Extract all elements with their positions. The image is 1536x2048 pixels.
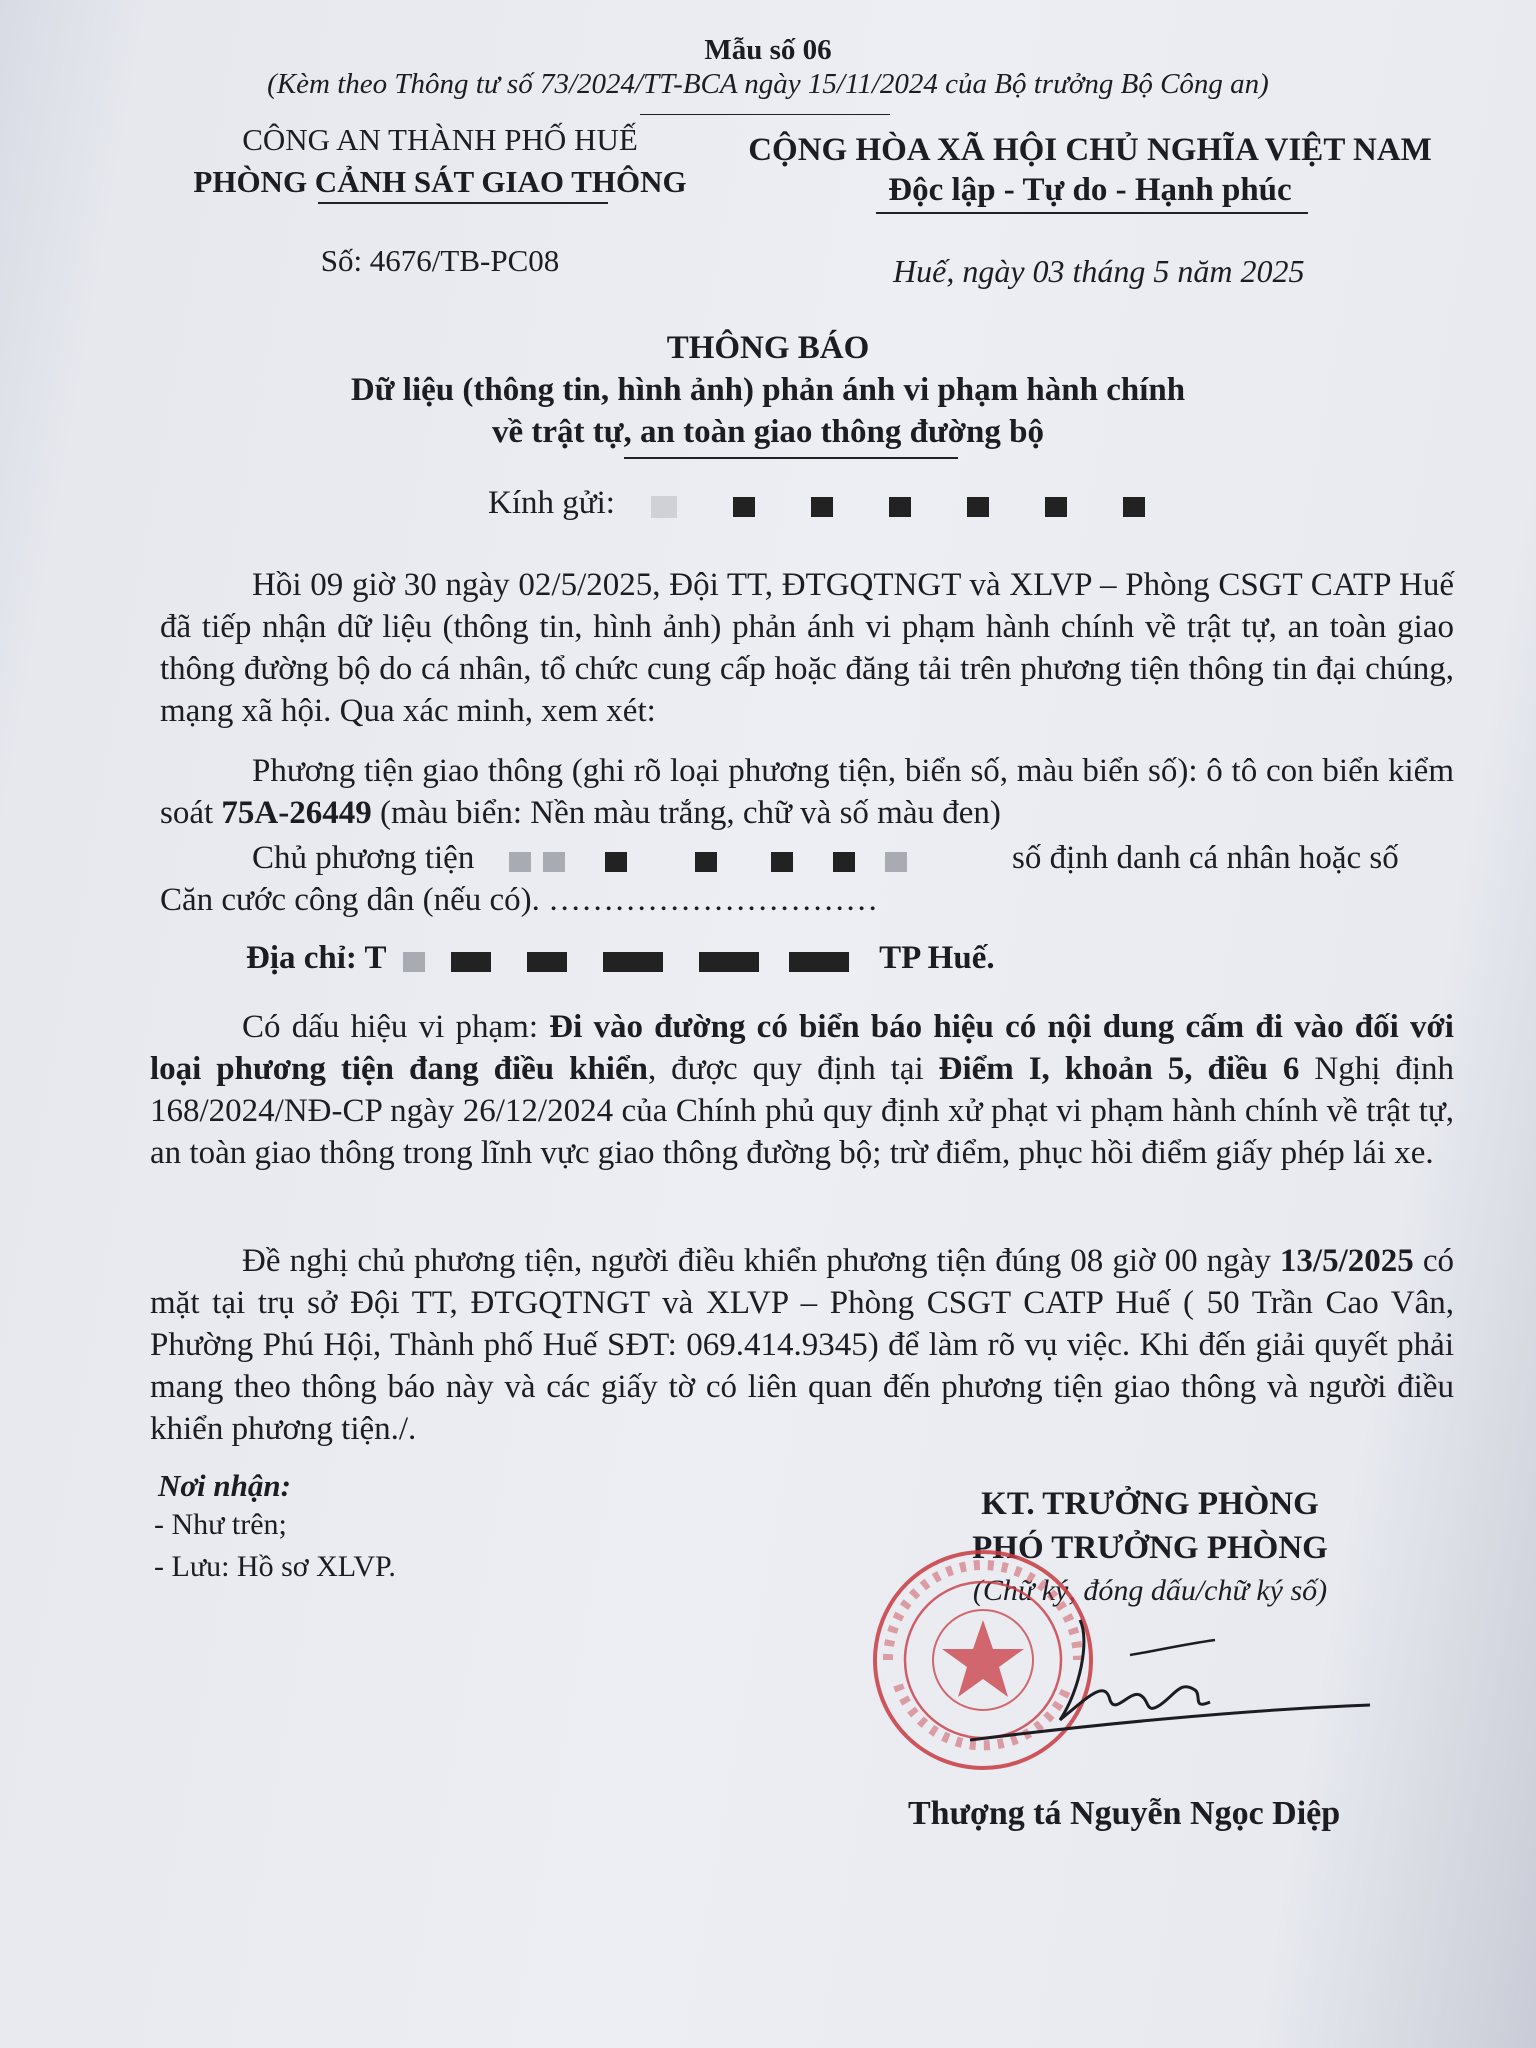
request-tail: có mặt tại trụ sở Đội TT, ĐTGQTNGT và XLVP – Phòng CSGT CATP Huế ( 50 Trần Cao Vân, Phường Phú Hội, Thành phố Huế SĐT: 069.414.9345) để làm rõ vụ việc. Khi đến giải quyết phải mang theo thông báo này và các giấy tờ có liên quan đến phương tiện giao thông và người điều khiển phương tiện./.	[150, 1243, 1454, 1447]
paragraph-vehicle	[160, 750, 1454, 834]
signatory-title-1: KT. TRƯỞNG PHÒNG	[981, 1486, 1319, 1522]
signatory-name: Thượng tá Nguyễn Ngọc Diệp	[908, 1795, 1341, 1832]
recipients-heading: Nơi nhận:	[158, 1468, 291, 1503]
paragraph-request	[150, 1240, 1454, 1450]
paragraph-intro: Hồi 09 giờ 30 ngày 02/5/2025, Đội TT, ĐTGQTNGT và XLVP – Phòng CSGT CATP Huế đã tiếp nhận dữ liệu (thông tin, hình ảnh) phản ánh vi phạm hành chính về trật tự, an toàn giao thông đường bộ do cá nhân, tổ chức cung cấp hoặc đăng tải trên phương tiện thông tin đại chúng, mạng xã hội. Qua xác minh, xem xét:	[160, 567, 1454, 729]
department-underline	[318, 202, 608, 204]
handwritten-signature-icon	[940, 1600, 1380, 1750]
recipient-item: - Như trên;	[154, 1508, 287, 1541]
address-line	[246, 940, 995, 979]
violation-lead: Có dấu hiệu vi phạm:	[242, 1009, 550, 1045]
owner-id-line: Căn cước công dân (nếu có). …………………………	[160, 882, 879, 918]
appointment-date: 13/5/2025	[1279, 1243, 1414, 1279]
signatory-title-2: PHÓ TRƯỞNG PHÒNG	[972, 1530, 1328, 1566]
violation-clause: Điểm I, khoản 5, điều 6	[938, 1051, 1300, 1087]
owner-id-text: số định danh cá nhân hoặc số	[1012, 840, 1399, 876]
document-subtitle-1: Dữ liệu (thông tin, hình ảnh) phản ánh vi phạm hành chính	[350, 372, 1186, 408]
national-motto: Độc lập - Tự do - Hạnh phúc	[888, 172, 1292, 208]
document-number: Số: 4676/TB-PC08	[320, 243, 560, 278]
address-label: Địa chỉ: T	[246, 940, 387, 976]
title-underline	[624, 457, 958, 459]
owner-label: Chủ phương tiện	[252, 840, 475, 876]
form-number: Mẫu số 06	[704, 34, 832, 66]
violation-act: Đi vào đường có biển báo hiệu có nội dung cấm đi vào đối với loại phương tiện đang điều khiển	[150, 1009, 1454, 1087]
redacted-address	[395, 942, 861, 979]
recipient-line	[488, 485, 1173, 524]
document-title: THÔNG BÁO	[666, 330, 870, 366]
vehicle-intro: Phương tiện giao thông (ghi rõ loại phương tiện, biển số, màu biển số): ô tô con biển kiểm soát	[160, 753, 1454, 831]
nation-title: CỘNG HÒA XÃ HỘI CHỦ NGHĨA VIỆT NAM	[748, 132, 1432, 168]
recipient-item: - Lưu: Hồ sơ XLVP.	[154, 1550, 396, 1583]
document-subtitle-2: về trật tự, an toàn giao thông đường bộ	[491, 414, 1044, 450]
redacted-recipient	[623, 487, 1173, 524]
redacted-owner	[503, 842, 917, 879]
request-lead: Đề nghị chủ phương tiện, người điều khiển phương tiện đúng 08 giờ 00 ngày	[242, 1243, 1280, 1279]
license-plate: 75A-26449	[221, 795, 372, 831]
owner-line	[252, 840, 1452, 879]
violation-tail: Nghị định 168/2024/NĐ-CP ngày 26/12/2024 của Chính phủ quy định xử phạt vi phạm hành chính về trật tự, an toàn giao thông trong lĩnh vực giao thông đường bộ; trừ điểm, phục hồi điểm giấy phép lái xe.	[150, 1051, 1455, 1171]
recipient-label: Kính gửi:	[488, 485, 615, 521]
date-place: Huế, ngày 03 tháng 5 năm 2025	[893, 253, 1305, 289]
agency-name: CÔNG AN THÀNH PHỐ HUẾ	[242, 122, 638, 157]
form-note-underline	[640, 114, 890, 115]
address-city: TP Huế.	[879, 940, 995, 976]
plate-color: (màu biển: Nền màu trắng, chữ và số màu đen)	[371, 795, 1001, 831]
form-note: (Kèm theo Thông tư số 73/2024/TT-BCA ngày 15/11/2024 của Bộ trưởng Bộ Công an)	[267, 68, 1269, 100]
motto-underline	[876, 212, 1308, 214]
paragraph-violation	[150, 1006, 1454, 1174]
department-name: PHÒNG CẢNH SÁT GIAO THÔNG	[193, 164, 687, 199]
violation-mid: , được quy định tại	[647, 1051, 939, 1087]
signature-note: (Chữ ký, đóng dấu/chữ ký số)	[972, 1574, 1328, 1607]
